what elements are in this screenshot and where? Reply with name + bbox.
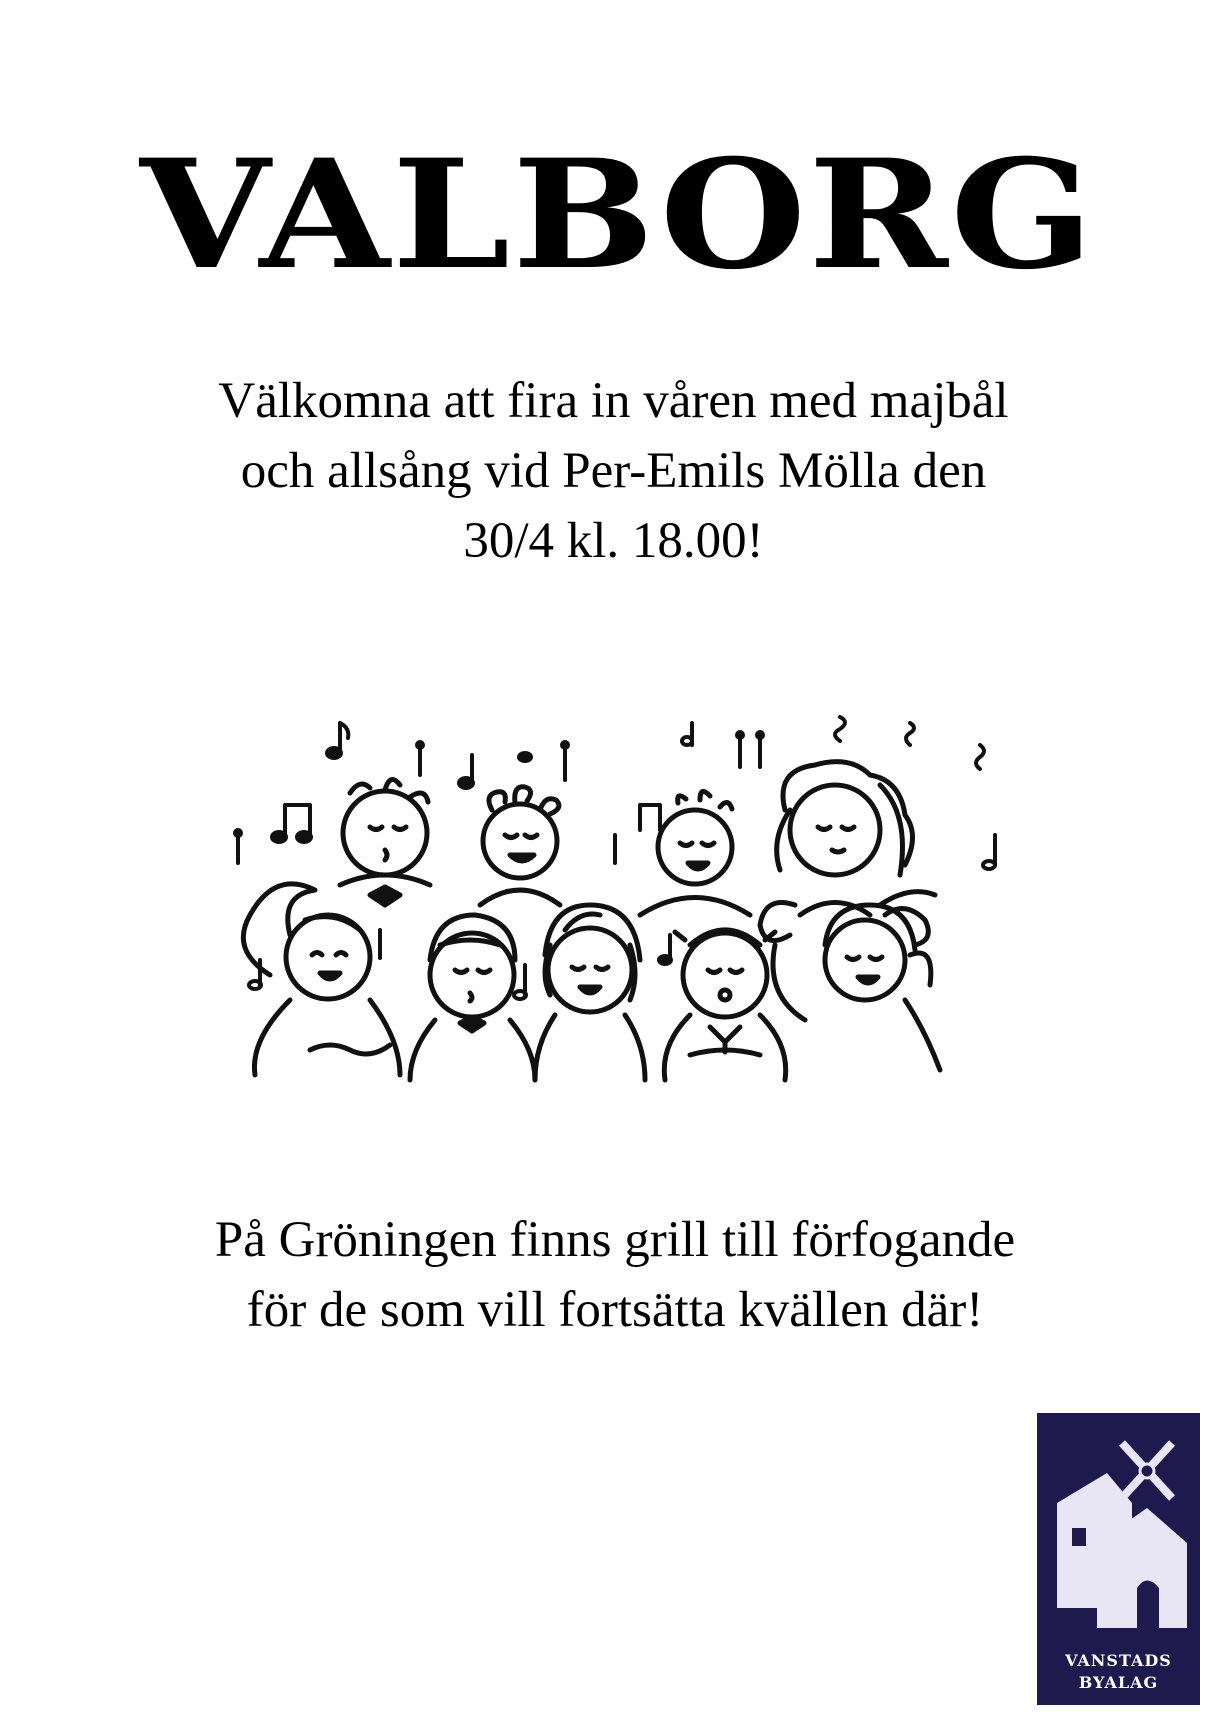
intro-line: 30/4 kl. 18.00! <box>463 513 764 569</box>
singing-choir-illustration <box>220 705 1010 1085</box>
intro-line: och allsång vid Per-Emils Mölla den <box>240 443 987 499</box>
vanstads-byalag-logo <box>1037 1413 1200 1705</box>
logo-text-line2: BYALAG <box>1078 1673 1159 1692</box>
logo-text-line1: VANSTADS <box>1065 1651 1172 1670</box>
back-row-singers <box>340 762 935 915</box>
outro-text <box>100 1205 1130 1345</box>
intro-line: Välkomna att fira in våren med majbål <box>218 373 1009 429</box>
front-row-singers <box>243 884 940 1080</box>
intro-text <box>120 366 1107 576</box>
poster-title: VALBORG <box>139 127 1096 303</box>
outro-line: På Gröningen finns grill till förfogande <box>214 1212 1016 1268</box>
outro-line: för de som vill fortsätta kvällen där! <box>246 1282 984 1338</box>
